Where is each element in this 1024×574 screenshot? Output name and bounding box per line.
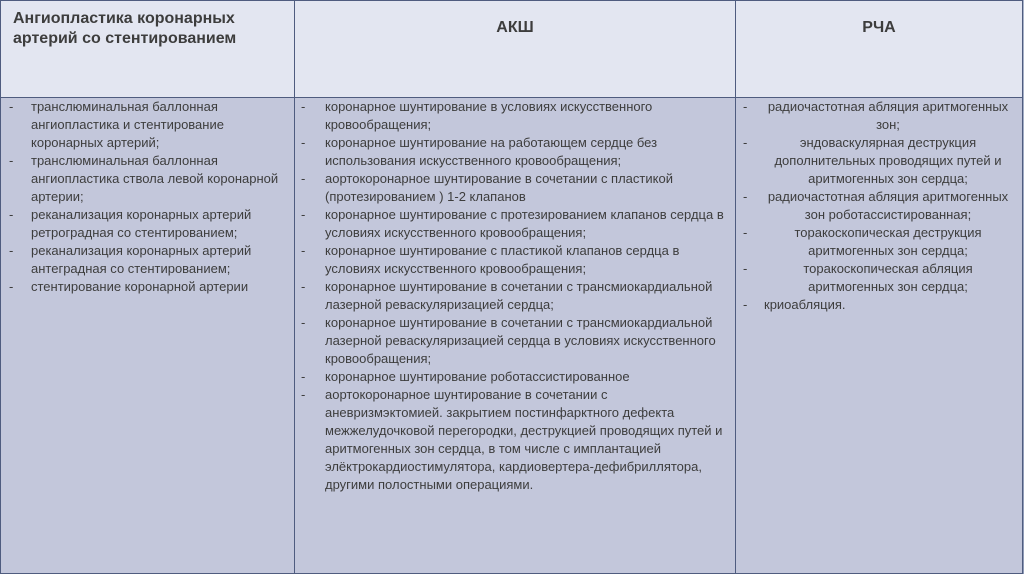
list-item-text: эндоваскулярная деструкция дополнительных проводящих путей и аритмогенных зон сердца; [774, 135, 1002, 186]
dash-bullet: - [9, 243, 14, 258]
list-item [295, 242, 735, 278]
list-item-text: транслюминальная баллонная ангиопластика ствола левой коронарной артерии; [31, 153, 279, 204]
list-item [295, 386, 735, 494]
dash-bullet: - [301, 387, 306, 402]
list-item [295, 314, 735, 368]
header-cabg: АКШ [295, 1, 736, 98]
dash-bullet: - [9, 153, 14, 168]
dash-bullet: - [743, 189, 748, 204]
list-item [736, 296, 1022, 314]
list-item [736, 260, 1022, 296]
dash-bullet: - [301, 279, 306, 294]
dash-bullet: - [301, 207, 306, 222]
list-item [295, 170, 735, 206]
dash-bullet: - [9, 207, 14, 222]
list-item-text: коронарное шунтирование на работающем сердце без использования искусственного кровообращения; [325, 135, 658, 168]
cabg-list [295, 98, 735, 494]
list-item [295, 98, 735, 134]
list-item [295, 368, 735, 386]
header-angioplasty: Ангиопластика коронарных артерий со стентированием [1, 1, 295, 98]
list-item [1, 152, 294, 206]
list-item [736, 188, 1022, 224]
list-item-text: коронарное шунтирование роботассистированное [325, 369, 630, 384]
rfa-list [736, 98, 1022, 314]
dash-bullet: - [743, 135, 748, 150]
list-item [1, 242, 294, 278]
list-item [1, 98, 294, 152]
dash-bullet: - [301, 315, 306, 330]
list-item-text: реканализация коронарных артерий антеградная со стентированием; [31, 243, 252, 276]
dash-bullet: - [301, 369, 306, 384]
list-item-text: реканализация коронарных артерий ретроградная со стентированием; [31, 207, 252, 240]
dash-bullet: - [743, 261, 748, 276]
list-item-text: коронарное шунтирование с пластикой клапанов сердца в условиях искусственного кровообращения; [325, 243, 680, 276]
header-rfa: РЧА [736, 1, 1023, 98]
body-row [1, 98, 1023, 574]
dash-bullet: - [9, 279, 14, 294]
list-item-text: коронарное шунтирование в сочетании с трансмиокардиальной лазерной реваскуляризацией сердца в условиях искусственного кровообращения; [325, 315, 716, 366]
list-item [1, 206, 294, 242]
header-row [1, 1, 1023, 98]
list-item-text: транслюминальная баллонная ангиопластика и стентирование коронарных артерий; [31, 99, 224, 150]
angioplasty-list [1, 98, 294, 296]
dash-bullet: - [9, 99, 14, 114]
dash-bullet: - [743, 297, 748, 312]
list-item-text: радиочастотная абляция аритмогенных зон роботассистированная; [767, 189, 1009, 222]
dash-bullet: - [743, 225, 748, 240]
list-item [295, 278, 735, 314]
list-item-text: коронарное шунтирование в сочетании с трансмиокардиальной лазерной реваскуляризацией сердца; [325, 279, 713, 312]
list-item-text: криоабляция. [764, 297, 846, 312]
list-item [736, 98, 1022, 134]
list-item-text: коронарное шунтирование с протезированием клапанов сердца в условиях искусственного кровообращения; [325, 207, 724, 240]
list-item-text: торакоскопическая деструкция аритмогенных зон сердца; [794, 225, 982, 258]
dash-bullet: - [301, 99, 306, 114]
angioplasty-cell [1, 98, 295, 574]
list-item-text: аортокоронарное шунтирование в сочетании с аневризмэктомией. закрытием постинфарктного дефекта межжелудочковой перегородки, деструкцией проводящих путей и аритмогенных зон сердца, в том числе с имплантацией элёктрокардиостимулятора, кардиовертера-дефибриллятора, другими полостными операциями. [325, 387, 723, 492]
dash-bullet: - [301, 171, 306, 186]
list-item [295, 134, 735, 170]
list-item [736, 224, 1022, 260]
list-item-text: торакоскопическая абляция аритмогенных зон сердца; [803, 261, 973, 294]
list-item-text: стентирование коронарной артерии [31, 279, 249, 294]
rfa-cell [736, 98, 1023, 574]
list-item [1, 278, 294, 296]
list-item-text: радиочастотная абляция аритмогенных зон; [767, 99, 1009, 132]
dash-bullet: - [743, 99, 748, 114]
cabg-cell [295, 98, 736, 574]
dash-bullet: - [301, 243, 306, 258]
dash-bullet: - [301, 135, 306, 150]
list-item [295, 206, 735, 242]
list-item-text: аортокоронарное шунтирование в сочетании с пластикой (протезированием ) 1-2 клапанов [325, 171, 673, 204]
list-item [736, 134, 1022, 188]
list-item-text: коронарное шунтирование в условиях искусственного кровообращения; [325, 99, 653, 132]
